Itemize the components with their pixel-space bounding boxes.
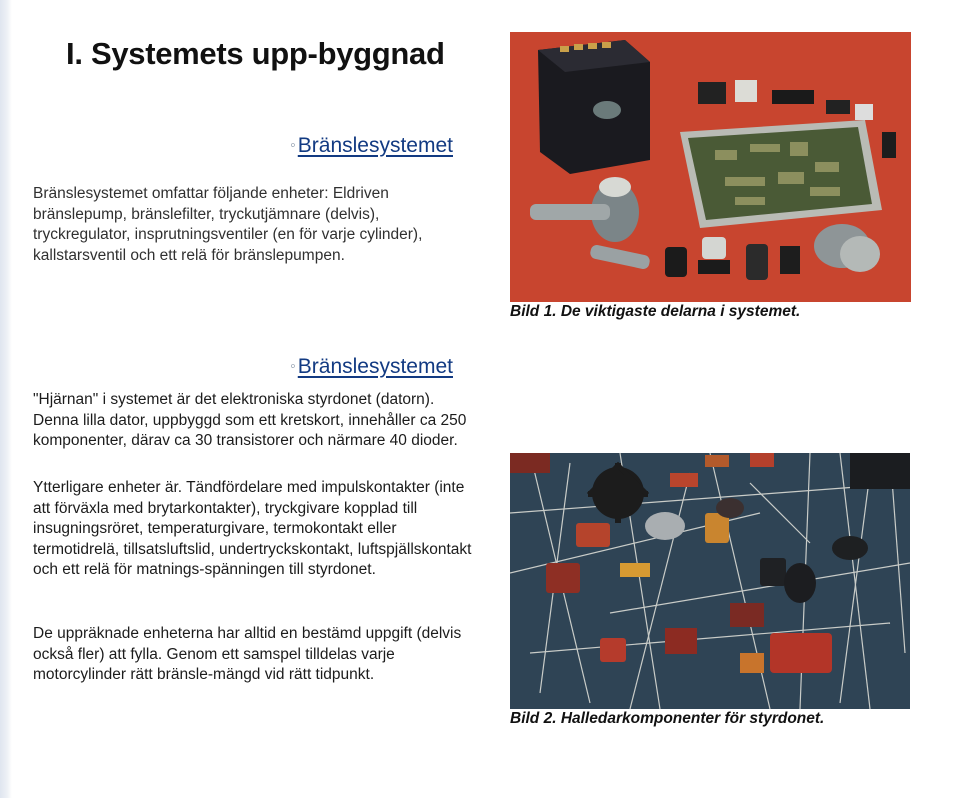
fuel-system-paragraph: Bränslesystemet omfattar följande enheter: Eldriven bränslepump, bränslefilter, tryckutjämnare (delvis), tryckregulator, insprutningsventiler (en för varje cylinder), kallstarsventil och ett relä för bränslepumpen. — [33, 185, 423, 264]
control-unit-paragraph: "Hjärnan" i systemet är det elektroniska styrdonet (datorn). Denna lilla dator, uppbyggd som ett kretskort, innehåller ca 250 komponenter, därav ca 30 transistorer och närmare 40 dioder. — [33, 391, 467, 449]
page-title: I. Systemets upp-byggnad — [66, 36, 445, 71]
bullet-icon: ◦ — [290, 358, 296, 375]
photo-semiconductor-components-illustration — [510, 453, 910, 709]
additional-units-paragraph: Ytterligare enheter är. Tändfördelare med impulskontakter (inte att förväxla med brytarkontakter), tryckgivare kopplad till insugningsröret, temperaturgivare, termokontakt eller termotidrelä, tillsatsluftslid, undertryckskontakt, luftspjällskontakt och ett relä för matnings-spänningen till styrdonet. — [33, 479, 472, 578]
interaction-paragraph: De uppräknade enheterna har alltid en bestämd uppgift (delvis också fler) att fylla. Genom ett samspel tilldelas varje motorcylinder rätt bränsle-mängd vid rätt tidpunkt. — [33, 625, 462, 683]
photo-system-components-illustration — [510, 32, 911, 302]
bullet-icon: ◦ — [290, 137, 296, 154]
section-heading-label[interactable]: Bränslesystemet — [297, 134, 453, 157]
page-left-accent-strip — [0, 0, 12, 798]
figure-2-caption: Bild 2. Halledarkomponenter för styrdonet. — [510, 710, 825, 727]
photo-system-components — [510, 32, 911, 302]
photo-semiconductor-components — [510, 453, 910, 709]
section-heading-fuel-system-1 — [290, 134, 453, 158]
figure-1-caption: Bild 1. De viktigaste delarna i systemet. — [510, 303, 801, 320]
section-heading-fuel-system-2 — [290, 355, 453, 379]
section-heading-label[interactable]: Bränslesystemet — [297, 355, 453, 378]
